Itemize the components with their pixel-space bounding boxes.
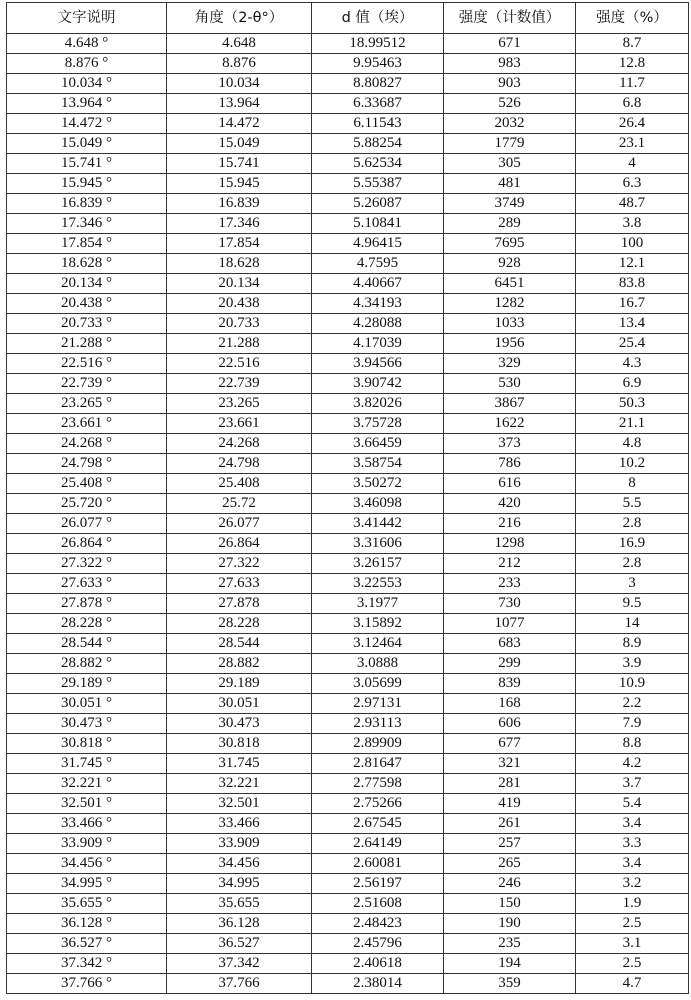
- cell-intensity-percent: 4.2: [576, 754, 689, 774]
- table-row: [7, 674, 689, 694]
- cell-d-spacing: 4.17039: [312, 334, 444, 354]
- cell-angle-2theta: 30.473: [167, 714, 312, 734]
- table-row: [7, 974, 689, 994]
- table-row: [7, 354, 689, 374]
- cell-angle-2theta: 20.733: [167, 314, 312, 334]
- cell-d-spacing: 2.40618: [312, 954, 444, 974]
- cell-d-spacing: 3.50272: [312, 474, 444, 494]
- cell-description: 28.228 °: [7, 614, 167, 634]
- cell-d-spacing: 2.51608: [312, 894, 444, 914]
- cell-d-spacing: 2.77598: [312, 774, 444, 794]
- cell-description: 30.051 °: [7, 694, 167, 714]
- cell-d-spacing: 2.38014: [312, 974, 444, 994]
- cell-angle-2theta: 20.438: [167, 294, 312, 314]
- cell-intensity-percent: 1.9: [576, 894, 689, 914]
- cell-angle-2theta: 29.189: [167, 674, 312, 694]
- cell-angle-2theta: 37.766: [167, 974, 312, 994]
- cell-intensity-count: 606: [444, 714, 576, 734]
- cell-intensity-count: 329: [444, 354, 576, 374]
- table-row: [7, 954, 689, 974]
- cell-angle-2theta: 33.909: [167, 834, 312, 854]
- cell-intensity-percent: 4.8: [576, 434, 689, 454]
- cell-intensity-percent: 25.4: [576, 334, 689, 354]
- cell-intensity-percent: 21.1: [576, 414, 689, 434]
- table-row: [7, 214, 689, 234]
- table-row: [7, 814, 689, 834]
- cell-angle-2theta: 20.134: [167, 274, 312, 294]
- cell-description: 20.733 °: [7, 314, 167, 334]
- table-row: [7, 234, 689, 254]
- cell-intensity-count: 6451: [444, 274, 576, 294]
- cell-angle-2theta: 27.633: [167, 574, 312, 594]
- cell-d-spacing: 3.75728: [312, 414, 444, 434]
- cell-intensity-count: 233: [444, 574, 576, 594]
- cell-intensity-percent: 5.4: [576, 794, 689, 814]
- cell-intensity-percent: 4: [576, 154, 689, 174]
- cell-intensity-count: 786: [444, 454, 576, 474]
- cell-intensity-count: 150: [444, 894, 576, 914]
- cell-description: 8.876 °: [7, 54, 167, 74]
- table-row: [7, 414, 689, 434]
- cell-d-spacing: 2.64149: [312, 834, 444, 854]
- cell-intensity-count: 419: [444, 794, 576, 814]
- cell-intensity-percent: 3.9: [576, 654, 689, 674]
- header-angle-2theta: 角度（2-θ°）: [167, 3, 312, 34]
- cell-angle-2theta: 15.945: [167, 174, 312, 194]
- cell-intensity-percent: 6.3: [576, 174, 689, 194]
- cell-d-spacing: 3.15892: [312, 614, 444, 634]
- cell-intensity-count: 1956: [444, 334, 576, 354]
- cell-intensity-percent: 50.3: [576, 394, 689, 414]
- table-row: [7, 594, 689, 614]
- cell-intensity-count: 194: [444, 954, 576, 974]
- cell-description: 27.633 °: [7, 574, 167, 594]
- cell-intensity-count: 3867: [444, 394, 576, 414]
- table-row: [7, 294, 689, 314]
- cell-intensity-percent: 83.8: [576, 274, 689, 294]
- cell-description: 35.655 °: [7, 894, 167, 914]
- cell-intensity-count: 265: [444, 854, 576, 874]
- cell-description: 27.878 °: [7, 594, 167, 614]
- cell-intensity-count: 299: [444, 654, 576, 674]
- cell-angle-2theta: 16.839: [167, 194, 312, 214]
- cell-intensity-count: 246: [444, 874, 576, 894]
- table-row: [7, 554, 689, 574]
- table-row: [7, 574, 689, 594]
- cell-description: 20.134 °: [7, 274, 167, 294]
- cell-intensity-count: 983: [444, 54, 576, 74]
- cell-d-spacing: 4.34193: [312, 294, 444, 314]
- cell-intensity-percent: 11.7: [576, 74, 689, 94]
- cell-d-spacing: 9.95463: [312, 54, 444, 74]
- cell-description: 24.798 °: [7, 454, 167, 474]
- cell-angle-2theta: 15.741: [167, 154, 312, 174]
- cell-d-spacing: 5.10841: [312, 214, 444, 234]
- cell-description: 22.739 °: [7, 374, 167, 394]
- cell-description: 21.288 °: [7, 334, 167, 354]
- cell-description: 30.473 °: [7, 714, 167, 734]
- cell-intensity-percent: 8: [576, 474, 689, 494]
- cell-intensity-count: 420: [444, 494, 576, 514]
- table-row: [7, 534, 689, 554]
- cell-intensity-count: 730: [444, 594, 576, 614]
- cell-d-spacing: 5.62534: [312, 154, 444, 174]
- cell-description: 32.501 °: [7, 794, 167, 814]
- cell-d-spacing: 3.0888: [312, 654, 444, 674]
- cell-angle-2theta: 34.995: [167, 874, 312, 894]
- table-row: [7, 874, 689, 894]
- cell-angle-2theta: 15.049: [167, 134, 312, 154]
- cell-description: 37.766 °: [7, 974, 167, 994]
- cell-angle-2theta: 28.882: [167, 654, 312, 674]
- cell-angle-2theta: 32.221: [167, 774, 312, 794]
- table-row: [7, 174, 689, 194]
- cell-intensity-count: 7695: [444, 234, 576, 254]
- cell-intensity-percent: 14: [576, 614, 689, 634]
- cell-intensity-percent: 23.1: [576, 134, 689, 154]
- cell-intensity-count: 1033: [444, 314, 576, 334]
- table-row: [7, 274, 689, 294]
- cell-intensity-count: 281: [444, 774, 576, 794]
- cell-intensity-percent: 8.9: [576, 634, 689, 654]
- cell-intensity-percent: 5.5: [576, 494, 689, 514]
- cell-angle-2theta: 4.648: [167, 34, 312, 54]
- cell-d-spacing: 3.05699: [312, 674, 444, 694]
- cell-description: 24.268 °: [7, 434, 167, 454]
- table-row: [7, 74, 689, 94]
- cell-intensity-count: 903: [444, 74, 576, 94]
- cell-intensity-percent: 3.3: [576, 834, 689, 854]
- table-row: [7, 454, 689, 474]
- table-row: [7, 254, 689, 274]
- cell-intensity-percent: 3.2: [576, 874, 689, 894]
- cell-description: 15.945 °: [7, 174, 167, 194]
- cell-d-spacing: 8.80827: [312, 74, 444, 94]
- cell-description: 29.189 °: [7, 674, 167, 694]
- cell-intensity-count: 1282: [444, 294, 576, 314]
- cell-angle-2theta: 26.864: [167, 534, 312, 554]
- table-row: [7, 114, 689, 134]
- cell-angle-2theta: 14.472: [167, 114, 312, 134]
- table-row: [7, 154, 689, 174]
- cell-description: 17.854 °: [7, 234, 167, 254]
- cell-description: 37.342 °: [7, 954, 167, 974]
- xrd-peak-table: [6, 2, 689, 994]
- cell-d-spacing: 4.96415: [312, 234, 444, 254]
- cell-d-spacing: 3.82026: [312, 394, 444, 414]
- cell-intensity-percent: 4.3: [576, 354, 689, 374]
- cell-angle-2theta: 35.655: [167, 894, 312, 914]
- table-row: [7, 834, 689, 854]
- table-row: [7, 494, 689, 514]
- cell-description: 4.648 °: [7, 34, 167, 54]
- cell-angle-2theta: 31.745: [167, 754, 312, 774]
- cell-intensity-percent: 2.8: [576, 514, 689, 534]
- cell-description: 14.472 °: [7, 114, 167, 134]
- cell-angle-2theta: 27.878: [167, 594, 312, 614]
- cell-intensity-count: 3749: [444, 194, 576, 214]
- cell-intensity-percent: 6.8: [576, 94, 689, 114]
- cell-intensity-percent: 3.4: [576, 814, 689, 834]
- table-row: [7, 634, 689, 654]
- cell-angle-2theta: 21.288: [167, 334, 312, 354]
- cell-d-spacing: 3.94566: [312, 354, 444, 374]
- cell-intensity-percent: 3.1: [576, 934, 689, 954]
- cell-d-spacing: 4.7595: [312, 254, 444, 274]
- cell-intensity-count: 1298: [444, 534, 576, 554]
- cell-intensity-count: 1077: [444, 614, 576, 634]
- cell-intensity-percent: 12.8: [576, 54, 689, 74]
- cell-description: 28.882 °: [7, 654, 167, 674]
- table-row: [7, 34, 689, 54]
- cell-angle-2theta: 17.346: [167, 214, 312, 234]
- cell-d-spacing: 5.88254: [312, 134, 444, 154]
- cell-intensity-count: 928: [444, 254, 576, 274]
- cell-intensity-count: 257: [444, 834, 576, 854]
- cell-angle-2theta: 22.516: [167, 354, 312, 374]
- cell-angle-2theta: 8.876: [167, 54, 312, 74]
- table-row: [7, 194, 689, 214]
- cell-d-spacing: 3.46098: [312, 494, 444, 514]
- cell-description: 25.720 °: [7, 494, 167, 514]
- cell-angle-2theta: 23.661: [167, 414, 312, 434]
- cell-angle-2theta: 18.628: [167, 254, 312, 274]
- cell-angle-2theta: 30.818: [167, 734, 312, 754]
- cell-angle-2theta: 10.034: [167, 74, 312, 94]
- table-row: [7, 694, 689, 714]
- cell-intensity-count: 261: [444, 814, 576, 834]
- cell-angle-2theta: 32.501: [167, 794, 312, 814]
- cell-d-spacing: 2.56197: [312, 874, 444, 894]
- cell-d-spacing: 3.26157: [312, 554, 444, 574]
- cell-d-spacing: 18.99512: [312, 34, 444, 54]
- cell-d-spacing: 2.93113: [312, 714, 444, 734]
- cell-d-spacing: 2.75266: [312, 794, 444, 814]
- cell-d-spacing: 6.33687: [312, 94, 444, 114]
- header-intensity-percent: 强度（%）: [576, 3, 689, 34]
- cell-angle-2theta: 37.342: [167, 954, 312, 974]
- cell-intensity-percent: 4.7: [576, 974, 689, 994]
- header-intensity-count: 强度（计数值）: [444, 3, 576, 34]
- cell-d-spacing: 3.66459: [312, 434, 444, 454]
- cell-d-spacing: 2.97131: [312, 694, 444, 714]
- cell-d-spacing: 4.40667: [312, 274, 444, 294]
- cell-description: 28.544 °: [7, 634, 167, 654]
- cell-intensity-count: 235: [444, 934, 576, 954]
- cell-angle-2theta: 28.544: [167, 634, 312, 654]
- table-row: [7, 94, 689, 114]
- cell-intensity-count: 616: [444, 474, 576, 494]
- cell-intensity-count: 671: [444, 34, 576, 54]
- cell-intensity-percent: 2.2: [576, 694, 689, 714]
- cell-intensity-count: 2032: [444, 114, 576, 134]
- cell-d-spacing: 2.48423: [312, 914, 444, 934]
- cell-angle-2theta: 22.739: [167, 374, 312, 394]
- cell-intensity-count: 1779: [444, 134, 576, 154]
- cell-intensity-percent: 13.4: [576, 314, 689, 334]
- cell-description: 34.995 °: [7, 874, 167, 894]
- table-row: [7, 914, 689, 934]
- table-row: [7, 374, 689, 394]
- table-row: [7, 894, 689, 914]
- cell-intensity-percent: 8.7: [576, 34, 689, 54]
- cell-d-spacing: 3.41442: [312, 514, 444, 534]
- cell-intensity-count: 212: [444, 554, 576, 574]
- cell-description: 18.628 °: [7, 254, 167, 274]
- table-row: [7, 654, 689, 674]
- cell-intensity-count: 839: [444, 674, 576, 694]
- table-row: [7, 434, 689, 454]
- cell-intensity-count: 683: [444, 634, 576, 654]
- table-row: [7, 714, 689, 734]
- cell-intensity-count: 526: [444, 94, 576, 114]
- cell-intensity-percent: 10.9: [576, 674, 689, 694]
- cell-d-spacing: 5.26087: [312, 194, 444, 214]
- cell-d-spacing: 2.45796: [312, 934, 444, 954]
- cell-description: 31.745 °: [7, 754, 167, 774]
- cell-intensity-count: 190: [444, 914, 576, 934]
- cell-intensity-count: 216: [444, 514, 576, 534]
- cell-d-spacing: 3.1977: [312, 594, 444, 614]
- cell-description: 25.408 °: [7, 474, 167, 494]
- cell-description: 10.034 °: [7, 74, 167, 94]
- cell-angle-2theta: 30.051: [167, 694, 312, 714]
- cell-intensity-count: 481: [444, 174, 576, 194]
- cell-d-spacing: 6.11543: [312, 114, 444, 134]
- cell-intensity-percent: 100: [576, 234, 689, 254]
- cell-d-spacing: 3.90742: [312, 374, 444, 394]
- cell-intensity-percent: 10.2: [576, 454, 689, 474]
- cell-d-spacing: 3.31606: [312, 534, 444, 554]
- cell-intensity-percent: 48.7: [576, 194, 689, 214]
- table-row: [7, 314, 689, 334]
- cell-description: 23.265 °: [7, 394, 167, 414]
- cell-intensity-percent: 2.8: [576, 554, 689, 574]
- table-row: [7, 474, 689, 494]
- cell-description: 33.909 °: [7, 834, 167, 854]
- cell-angle-2theta: 25.72: [167, 494, 312, 514]
- table-row: [7, 754, 689, 774]
- cell-angle-2theta: 27.322: [167, 554, 312, 574]
- cell-intensity-percent: 12.1: [576, 254, 689, 274]
- cell-intensity-percent: 3.4: [576, 854, 689, 874]
- cell-intensity-percent: 3.8: [576, 214, 689, 234]
- cell-description: 15.049 °: [7, 134, 167, 154]
- cell-intensity-count: 168: [444, 694, 576, 714]
- table-row: [7, 54, 689, 74]
- table-header-row: [7, 3, 689, 34]
- cell-description: 22.516 °: [7, 354, 167, 374]
- cell-intensity-count: 359: [444, 974, 576, 994]
- cell-angle-2theta: 36.527: [167, 934, 312, 954]
- cell-d-spacing: 5.55387: [312, 174, 444, 194]
- cell-angle-2theta: 13.964: [167, 94, 312, 114]
- header-description: 文字说明: [7, 3, 167, 34]
- table-row: [7, 934, 689, 954]
- table-row: [7, 794, 689, 814]
- cell-angle-2theta: 17.854: [167, 234, 312, 254]
- header-d-spacing: d 值（埃）: [312, 3, 444, 34]
- cell-description: 34.456 °: [7, 854, 167, 874]
- table-row: [7, 854, 689, 874]
- cell-intensity-percent: 16.7: [576, 294, 689, 314]
- cell-intensity-percent: 26.4: [576, 114, 689, 134]
- cell-intensity-count: 373: [444, 434, 576, 454]
- table-row: [7, 614, 689, 634]
- cell-description: 30.818 °: [7, 734, 167, 754]
- cell-d-spacing: 3.22553: [312, 574, 444, 594]
- cell-angle-2theta: 28.228: [167, 614, 312, 634]
- cell-description: 26.864 °: [7, 534, 167, 554]
- cell-angle-2theta: 26.077: [167, 514, 312, 534]
- cell-d-spacing: 4.28088: [312, 314, 444, 334]
- cell-intensity-count: 289: [444, 214, 576, 234]
- cell-d-spacing: 2.81647: [312, 754, 444, 774]
- cell-intensity-percent: 2.5: [576, 914, 689, 934]
- cell-description: 15.741 °: [7, 154, 167, 174]
- table-row: [7, 514, 689, 534]
- cell-intensity-count: 677: [444, 734, 576, 754]
- cell-d-spacing: 3.12464: [312, 634, 444, 654]
- cell-angle-2theta: 24.268: [167, 434, 312, 454]
- cell-angle-2theta: 25.408: [167, 474, 312, 494]
- cell-angle-2theta: 23.265: [167, 394, 312, 414]
- cell-d-spacing: 3.58754: [312, 454, 444, 474]
- cell-intensity-percent: 8.8: [576, 734, 689, 754]
- cell-angle-2theta: 36.128: [167, 914, 312, 934]
- cell-description: 27.322 °: [7, 554, 167, 574]
- cell-d-spacing: 2.67545: [312, 814, 444, 834]
- table-row: [7, 394, 689, 414]
- cell-intensity-count: 1622: [444, 414, 576, 434]
- cell-d-spacing: 2.89909: [312, 734, 444, 754]
- cell-intensity-count: 305: [444, 154, 576, 174]
- cell-description: 33.466 °: [7, 814, 167, 834]
- cell-angle-2theta: 34.456: [167, 854, 312, 874]
- cell-description: 13.964 °: [7, 94, 167, 114]
- cell-angle-2theta: 24.798: [167, 454, 312, 474]
- cell-angle-2theta: 33.466: [167, 814, 312, 834]
- cell-intensity-percent: 3.7: [576, 774, 689, 794]
- cell-description: 36.128 °: [7, 914, 167, 934]
- table-row: [7, 134, 689, 154]
- cell-d-spacing: 2.60081: [312, 854, 444, 874]
- cell-intensity-percent: 7.9: [576, 714, 689, 734]
- cell-description: 26.077 °: [7, 514, 167, 534]
- cell-intensity-percent: 16.9: [576, 534, 689, 554]
- cell-intensity-percent: 3: [576, 574, 689, 594]
- cell-intensity-percent: 9.5: [576, 594, 689, 614]
- cell-description: 20.438 °: [7, 294, 167, 314]
- cell-intensity-percent: 2.5: [576, 954, 689, 974]
- table-row: [7, 774, 689, 794]
- cell-description: 17.346 °: [7, 214, 167, 234]
- cell-intensity-count: 321: [444, 754, 576, 774]
- cell-description: 32.221 °: [7, 774, 167, 794]
- cell-intensity-count: 530: [444, 374, 576, 394]
- cell-description: 36.527 °: [7, 934, 167, 954]
- cell-description: 16.839 °: [7, 194, 167, 214]
- table-row: [7, 334, 689, 354]
- cell-intensity-percent: 6.9: [576, 374, 689, 394]
- cell-description: 23.661 °: [7, 414, 167, 434]
- table-row: [7, 734, 689, 754]
